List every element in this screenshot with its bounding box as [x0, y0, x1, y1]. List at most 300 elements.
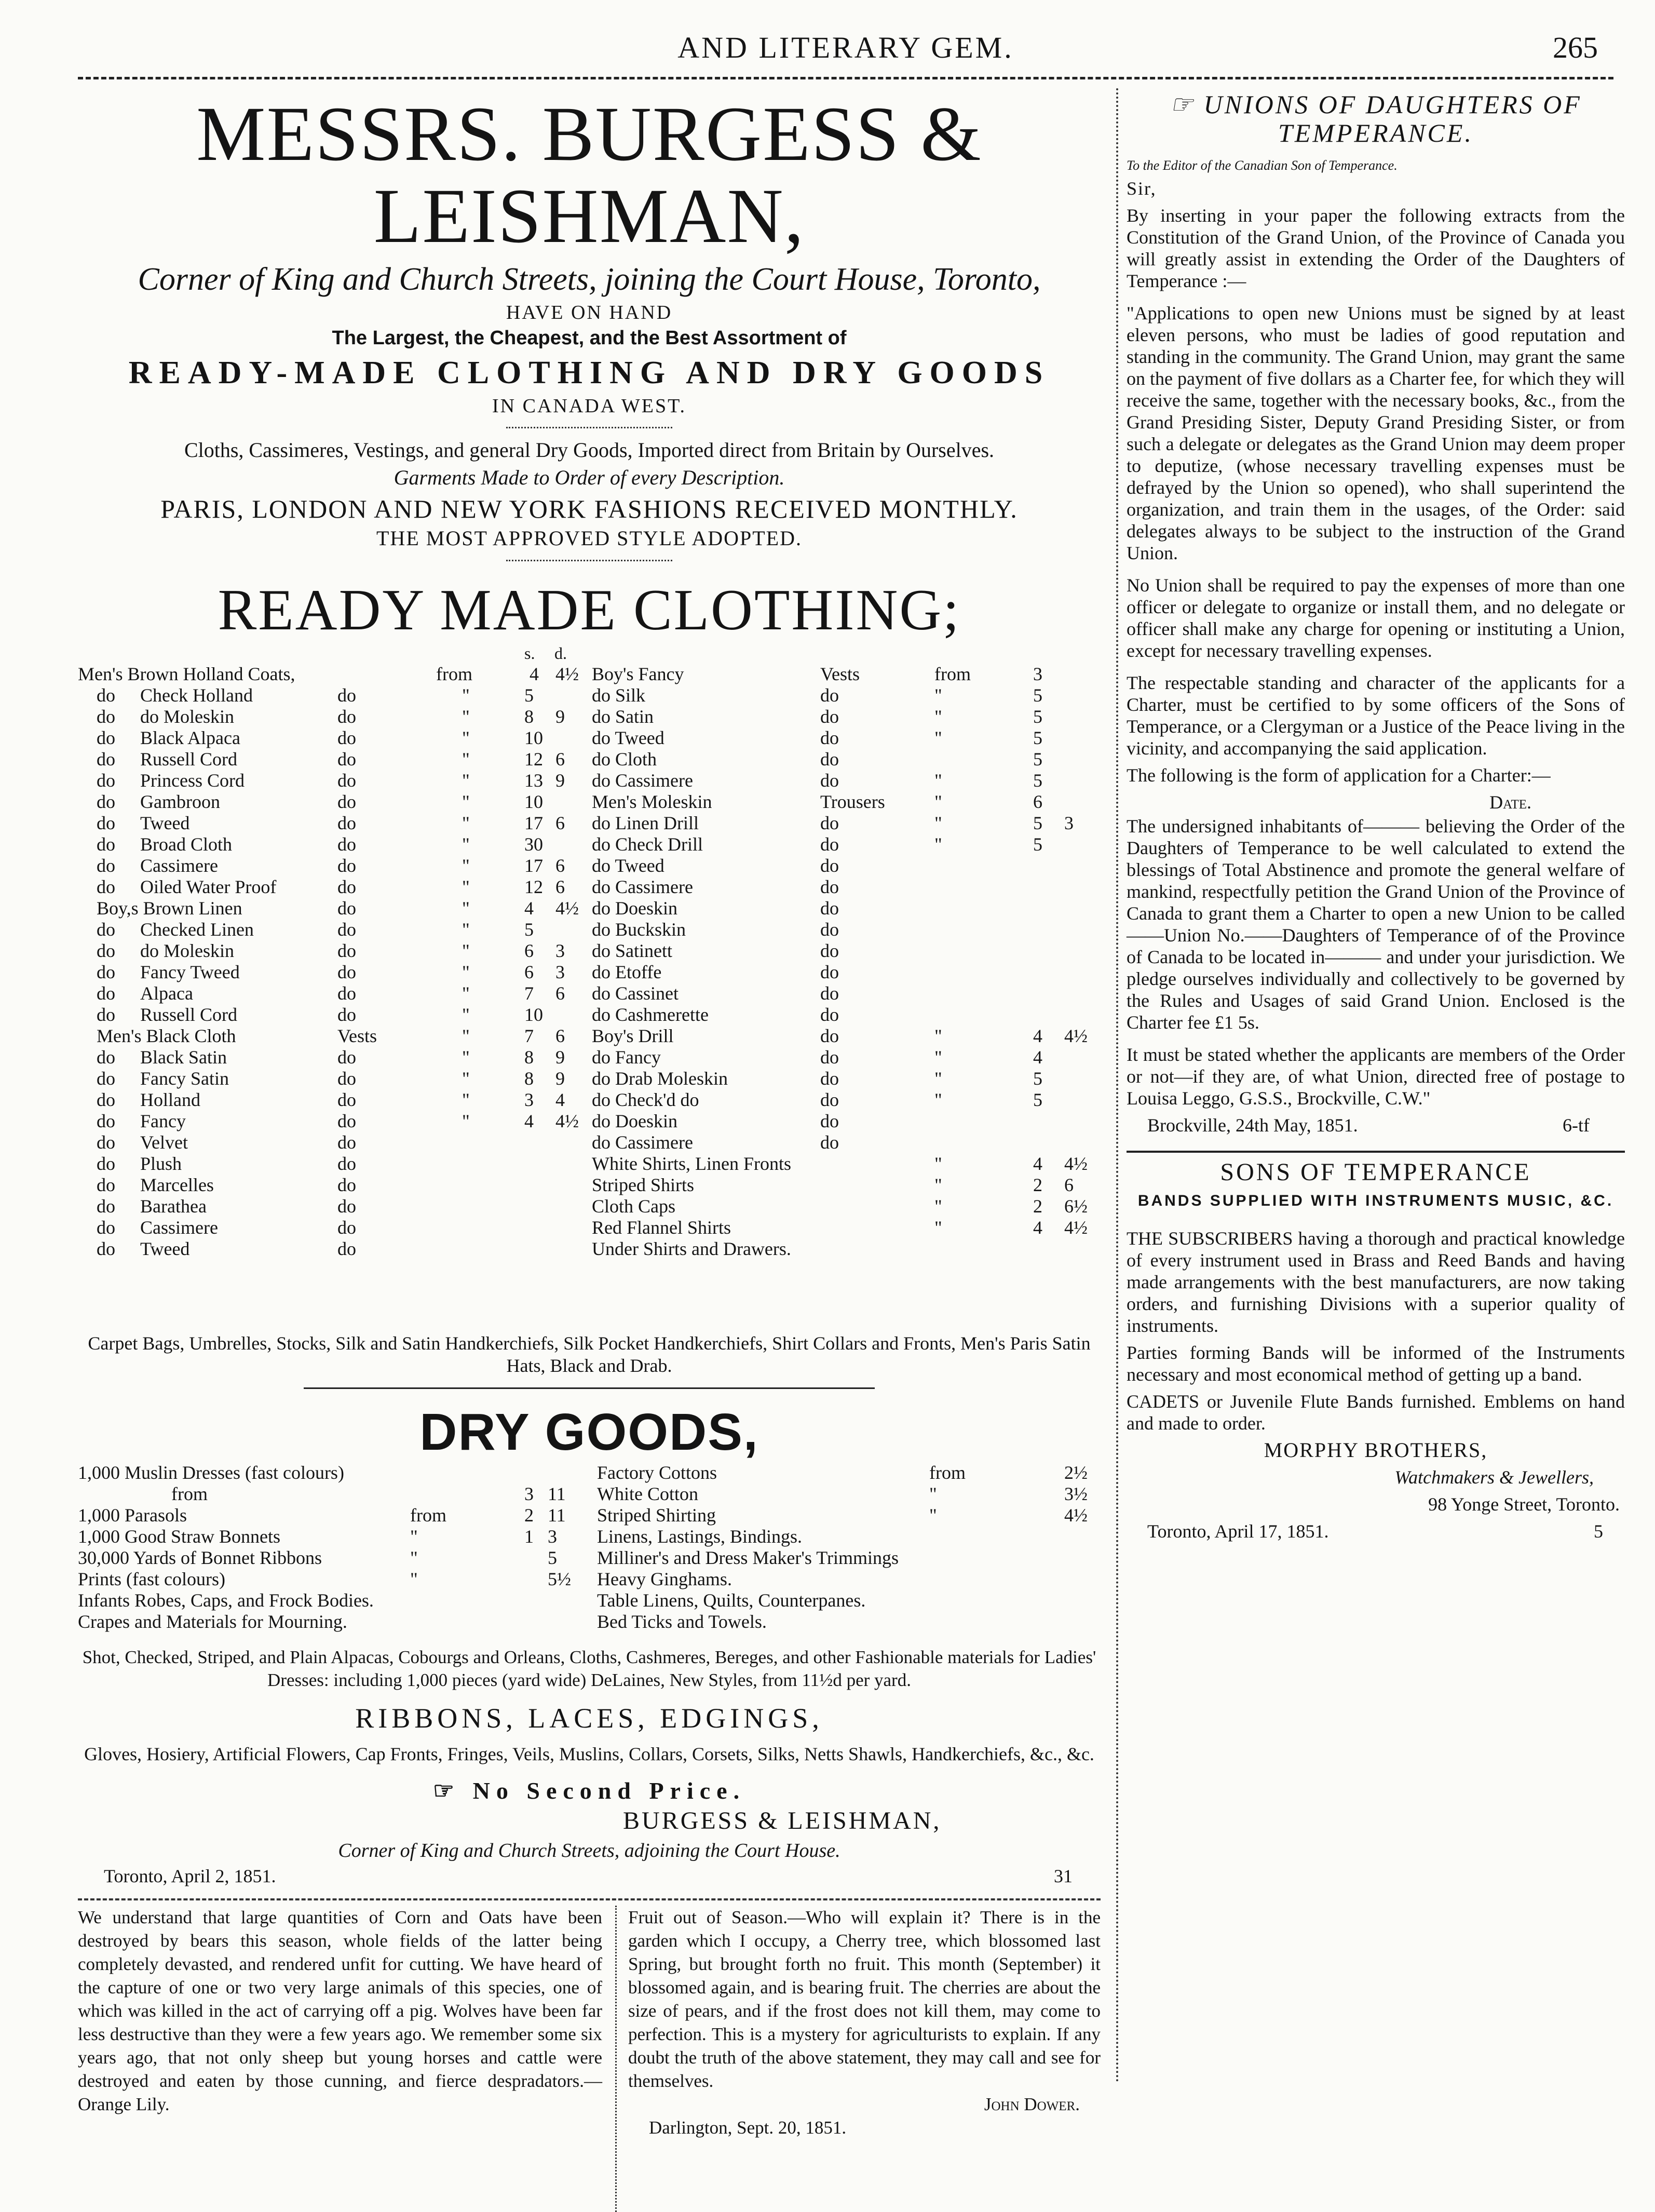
item-kind: do: [337, 983, 356, 1004]
item-shillings: 5: [524, 685, 534, 706]
watchmakers: Watchmakers & Jewellers,: [1394, 1466, 1594, 1488]
item-from: ": [934, 1026, 942, 1046]
item-kind: do: [337, 1132, 356, 1153]
item-name: do Check Drill: [592, 834, 703, 855]
dry-goods-heading: DRY GOODS,: [419, 1403, 759, 1462]
item-kind: do: [820, 962, 839, 982]
dg-shillings: 2: [524, 1505, 534, 1526]
item-name: Fancy Satin: [140, 1068, 229, 1089]
item-pence: 6: [555, 1026, 565, 1046]
dg-pence: 11: [548, 1483, 566, 1505]
fruit-article: [628, 1906, 1101, 2139]
item-prefix: Boy,s Brown Linen: [97, 898, 242, 919]
item-prefix: do: [97, 962, 115, 982]
item-ditto: ": [462, 876, 470, 897]
dg-item: 1,000 Good Straw Bonnets: [78, 1526, 280, 1547]
item-shillings: 5: [524, 919, 534, 940]
item-name: do Tweed: [592, 855, 664, 876]
ad-signature: BURGESS & LEISHMAN,: [623, 1806, 942, 1835]
ready-made-clothing-heading: READY MADE CLOTHING;: [218, 578, 961, 642]
clothing-right-row: [592, 813, 1101, 834]
item-shillings: 12: [524, 749, 543, 770]
item-shillings: 30: [524, 834, 543, 855]
item-name: do Doeskin: [592, 898, 677, 919]
approved-line: THE MOST APPROVED STYLE ADOPTED.: [376, 527, 802, 550]
subscribers-text: THE SUBSCRIBERS having a thorough and practical knowledge of every instrument used in Brass and Reed Bands and having made arrangements with the best manufacturers, are now taking orders, and furnishing Divisions with a superior quality of instruments.: [1127, 1228, 1625, 1336]
item-pence: 9: [555, 1068, 565, 1089]
item-shillings: 4: [524, 898, 534, 919]
dg-pence: 2½: [1064, 1462, 1088, 1483]
item-name: Barathea: [140, 1196, 207, 1217]
dg-item: 1,000 Parasols: [78, 1505, 187, 1526]
item-name: Oiled Water Proof: [140, 876, 277, 897]
short-rule: [506, 427, 672, 428]
dry-goods-right-row: [78, 1462, 1101, 1483]
item-kind: do: [820, 813, 839, 833]
ready-made-dry-goods: READY-MADE CLOTHING AND DRY GOODS: [128, 355, 1050, 390]
item-kind: do: [820, 685, 839, 706]
dg-from: ": [929, 1505, 937, 1526]
item-prefix: do: [97, 1068, 115, 1089]
dg-from: from: [929, 1462, 966, 1483]
item-kind: do: [820, 1047, 839, 1068]
item-name: do Drab Moleskin: [592, 1068, 728, 1089]
morphy-brothers: MORPHY BROTHERS,: [1264, 1438, 1488, 1462]
largest-line: The Largest, the Cheapest, and the Best Assortment of: [332, 327, 847, 349]
item-prefix: do: [97, 791, 115, 812]
item-pence: 6: [1064, 1175, 1074, 1195]
dg-item: Infants Robes, Caps, and Frock Bodies.: [78, 1590, 374, 1611]
dg-item: Linens, Lastings, Bindings.: [597, 1526, 802, 1547]
shot-line: Shot, Checked, Striped, and Plain Alpacas, Cobourgs and Orleans, Cloths, Cashmeres, Bereges, and other Fashionable materials for Ladies' Dresses: including 1,000 pieces (yard wide) DeLaines, New Styles, from 11½d per yard.: [82, 1647, 1096, 1691]
dg-pence: 11: [548, 1505, 566, 1526]
item-shillings: 3: [1033, 664, 1042, 684]
item-kind: do: [820, 1089, 839, 1110]
item-ditto: ": [462, 1004, 470, 1025]
item-name: Under Shirts and Drawers.: [592, 1238, 791, 1259]
item-pence: 4½: [555, 1111, 579, 1131]
item-shillings: 10: [524, 1004, 543, 1025]
item-ditto: ": [462, 919, 470, 940]
item-name: do Cassimere: [592, 770, 693, 791]
item-prefix: do: [97, 983, 115, 1004]
dg-item: White Cotton: [597, 1483, 698, 1505]
item-name: Broad Cloth: [140, 834, 232, 855]
bottom-divider: [615, 1906, 617, 2212]
item-ditto: ": [462, 813, 470, 833]
unions-footer: [1127, 1114, 1625, 1138]
item-from: ": [934, 770, 942, 791]
dg-item: Table Linens, Quilts, Counterpanes.: [597, 1590, 866, 1611]
item-shillings: 7: [524, 983, 534, 1004]
dry-goods-right-row: [78, 1547, 1101, 1569]
item-kind: do: [820, 1132, 839, 1153]
clothing-right-row: [592, 855, 1101, 876]
dry-goods-right-row: [78, 1590, 1101, 1611]
item-shillings: 5: [1033, 727, 1042, 748]
bears-article: We understand that large quantities of Corn and Oats have been destroyed by bears this season, whole fields of the latter being completely devasted, and rendered unfit for cutting. We have heard of the capture of one or two very large animals of this species, one of which was killed in the act of carrying off a pig. Wolves have been far less destructive than they were a few years ago. We remember some six years ago, that not only sheep but young horses and cattle were destroyed and eaten by those cunning, and fierce despradators.—Orange Lily.: [78, 1907, 602, 2114]
item-shillings: 4: [1033, 1047, 1042, 1068]
dg-pence: 4½: [1064, 1505, 1088, 1526]
running-title: AND LITERARY GEM.: [677, 31, 1014, 64]
item-prefix: do: [97, 1196, 115, 1217]
dg-shillings: 1: [524, 1526, 534, 1547]
clothing-right-row: [592, 749, 1101, 770]
item-shillings: 6: [1033, 791, 1042, 812]
item-from: ": [934, 1175, 942, 1195]
dg-item: Factory Cottons: [597, 1462, 717, 1483]
paragraph-1: By inserting in your paper the following extracts from the Constitution of the Grand Union, of the Province of Canada you will greatly assist in extending the Order of the Daughters of Temperance :—: [1127, 205, 1625, 291]
section-rule: [1127, 1151, 1625, 1153]
item-name: do Cassimere: [592, 1132, 693, 1153]
item-name: do Linen Drill: [592, 813, 699, 833]
item-shillings: 5: [1033, 1089, 1042, 1110]
dg-item: 30,000 Yards of Bonnet Ribbons: [78, 1547, 322, 1569]
item-prefix: do: [97, 834, 115, 855]
item-pence: 9: [555, 1047, 565, 1068]
clothing-right-row: [592, 962, 1101, 983]
item-shillings: 5: [1033, 813, 1042, 833]
garments-line: Garments Made to Order of every Description.: [394, 466, 785, 489]
item-name: Marcelles: [140, 1175, 214, 1195]
ad-subtitle: Corner of King and Church Streets, joining the Court House, Toronto,: [138, 262, 1041, 297]
item-name: do Doeskin: [592, 1111, 677, 1131]
item-pence: 4½: [1064, 1217, 1088, 1238]
clothing-right-row: [592, 834, 1101, 855]
parties-paragraph: Parties forming Bands will be informed of the Instruments necessary and most economical method of getting up a band.: [1127, 1342, 1625, 1385]
item-kind: do: [820, 770, 839, 791]
ad-footer: [78, 1865, 1101, 1889]
item-shillings: 8: [524, 1047, 534, 1068]
item-ditto: ": [462, 685, 470, 706]
item-kind: do: [337, 898, 356, 919]
item-prefix: do: [97, 706, 115, 727]
sons-title: SONS OF TEMPERANCE: [1220, 1158, 1531, 1186]
item-prefix: do: [97, 749, 115, 770]
item-kind: Trousers: [820, 791, 885, 812]
item-prefix: do: [97, 813, 115, 833]
item-kind: do: [337, 1089, 356, 1110]
paragraph-3: No Union shall be required to pay the expenses of more than one officer or delegate to organize or install them, and no delegate or officer shall make any charge for opening or instituting a Union, except for necessary travelling expenses.: [1127, 575, 1625, 661]
item-ditto: ": [462, 962, 470, 982]
paragraph-4: The respectable standing and character of the applicants for a Charter, must be certified to by some officers of the Sons of Temperance, or a Clergyman or a Justice of the Peace living in the vicinity, and accompanying the said application.: [1127, 672, 1625, 759]
item-shillings: 8: [524, 1068, 534, 1089]
dry-goods-right-row: [78, 1569, 1101, 1590]
item-kind: do: [337, 1153, 356, 1174]
clothing-right-row: [592, 1238, 1101, 1260]
item-kind: do: [820, 834, 839, 855]
item-kind: do: [337, 770, 356, 791]
item-from: ": [934, 1196, 942, 1217]
unions-title: ☞ UNIONS OF DAUGHTERS OF TEMPERANCE.: [1170, 90, 1582, 147]
item-prefix: do: [97, 919, 115, 940]
morphy-ref: 5: [1594, 1520, 1603, 1542]
header-rule: [78, 77, 1613, 79]
item-shillings: 3: [524, 1089, 534, 1110]
item-shillings: 5: [1033, 685, 1042, 706]
item-name: Check Holland: [140, 685, 253, 706]
item-shillings: 5: [1033, 706, 1042, 727]
item-from: ": [934, 1089, 942, 1110]
item-kind: do: [820, 1068, 839, 1089]
item-name: do Cashmerette: [592, 1004, 709, 1025]
item-kind: do: [820, 919, 839, 940]
dry-goods-right-row: [78, 1526, 1101, 1547]
carpet-line: Carpet Bags, Umbrelles, Stocks, Silk and Satin Handkerchiefs, Silk Pocket Handkerchiefs, Shirt Collars and Fronts, Men's Paris Satin Hats, Black and Drab.: [88, 1333, 1091, 1377]
clothing-right-column: [592, 664, 1101, 1260]
item-pence: 4½: [555, 898, 579, 919]
item-pence: 3: [555, 962, 565, 982]
salutation: Sir,: [1127, 178, 1157, 199]
item-ditto: ": [462, 898, 470, 919]
item-name: Cassimere: [140, 855, 218, 876]
item-name: do Tweed: [592, 727, 664, 748]
item-name: do Moleskin: [140, 706, 235, 727]
item-name: do Cassinet: [592, 983, 679, 1004]
dg-item: Prints (fast colours): [78, 1569, 225, 1590]
item-name: do Moleskin: [140, 940, 235, 961]
dg-pence: 5: [548, 1547, 557, 1569]
advertisement: [78, 88, 1101, 2212]
item-from: from: [436, 664, 472, 684]
item-ditto: ": [462, 791, 470, 812]
item-shillings: 2: [1033, 1175, 1042, 1195]
dg-pence: 3: [548, 1526, 557, 1547]
item-name: Cloth Caps: [592, 1196, 676, 1217]
clothing-right-row: [592, 664, 1101, 685]
paragraph-7: It must be stated whether the applicants are members of the Order or not—if they are, of what Union, directed free of postage to Louisa Leggo, G.S.S., Brockville, C.W.": [1127, 1044, 1625, 1109]
item-name: do Cloth: [592, 749, 657, 770]
item-name: Cassimere: [140, 1217, 218, 1238]
item-from: ": [934, 813, 942, 833]
have-on-hand: HAVE ON HAND: [506, 302, 673, 323]
item-prefix: do: [97, 940, 115, 961]
item-kind: do: [337, 876, 356, 897]
ad-corner2: Corner of King and Church Streets, adjoining the Court House.: [338, 1839, 840, 1862]
bottom-columns: [78, 1900, 1101, 2212]
item-shillings: 2: [1033, 1196, 1042, 1217]
item-pence: 6: [555, 855, 565, 876]
morphy-date: Toronto, April 17, 1851.: [1147, 1520, 1329, 1542]
item-name: Holland: [140, 1089, 200, 1110]
item-pence: 9: [555, 706, 565, 727]
item-kind: do: [337, 706, 356, 727]
item-shillings: 6: [524, 940, 534, 961]
item-shillings: 17: [524, 855, 543, 876]
right-column: [1127, 88, 1625, 1544]
gloves-line: Gloves, Hosiery, Artificial Flowers, Cap Fronts, Fringes, Veils, Muslins, Collars, Corsets, Silks, Netts Shawls, Handkerchiefs, &c., &c.: [84, 1743, 1094, 1764]
item-prefix: do: [97, 727, 115, 748]
item-shillings: 5: [1033, 770, 1042, 791]
item-from: ": [934, 1153, 942, 1174]
item-kind: do: [337, 1068, 356, 1089]
item-pence: 4½: [555, 664, 579, 684]
item-kind: do: [820, 983, 839, 1004]
item-shillings: 7: [524, 1026, 534, 1046]
item-name: Plush: [140, 1153, 182, 1174]
item-name: Black Alpaca: [140, 727, 240, 748]
dg-from: ": [410, 1526, 418, 1547]
item-name: Russell Cord: [140, 1004, 238, 1025]
item-pence: 4½: [1064, 1026, 1088, 1046]
sd-header: [78, 644, 1101, 664]
clothing-right-row: [592, 1089, 1101, 1111]
item-ditto: ": [462, 940, 470, 961]
item-shillings: 5: [1033, 834, 1042, 855]
dg-item: Striped Shirting: [597, 1505, 716, 1526]
dg-from: ": [410, 1569, 418, 1590]
item-from: ": [934, 1217, 942, 1238]
paragraph-2: "Applications to open new Unions must be signed by at least eleven persons, who must be ladies of good reputation and standing in the community. The Grand Union, may grant the same on the payment of five dollars as a Charter fee, for which they will receive the same, together with the necessary books, &c., from the Grand Presiding Sister, Deputy Grand Presiding Sister, or from such a delegate or delegates as the Grand Union may deem proper to deputize, (whose necessary travelling expenses must be defrayed by the Union so opened), who shall superintend the organization, and train them in the usages, of the Order: said delegates always to be subject to the instruction of the Grand Union.: [1127, 303, 1625, 563]
ribbons-heading: RIBBONS, LACES, EDGINGS,: [355, 1702, 823, 1734]
item-from: ": [934, 685, 942, 706]
clothing-right-row: [592, 1026, 1101, 1047]
item-kind: do: [820, 749, 839, 770]
item-prefix: do: [97, 770, 115, 791]
item-prefix: do: [97, 1175, 115, 1195]
clothing-right-row: [592, 1004, 1101, 1026]
item-from: ": [934, 727, 942, 748]
item-shillings: 4: [1033, 1153, 1042, 1174]
item-name: Tweed: [140, 813, 190, 833]
item-ditto: ": [462, 749, 470, 770]
dg-item: Heavy Ginghams.: [597, 1569, 732, 1590]
item-kind: do: [337, 813, 356, 833]
item-kind: Vests: [820, 664, 860, 684]
dry-goods-right-row: [78, 1483, 1101, 1505]
item-shillings: 10: [524, 791, 543, 812]
item-shillings: 8: [524, 706, 534, 727]
item-ditto: ": [462, 1047, 470, 1068]
paris-line: PARIS, LONDON AND NEW YORK FASHIONS RECEIVED MONTHLY.: [160, 494, 1018, 523]
paragraph-5: The following is the form of application for a Charter:—: [1127, 765, 1551, 786]
item-kind: do: [337, 834, 356, 855]
item-ditto: ": [462, 727, 470, 748]
item-name: do Satin: [592, 706, 654, 727]
item-name: White Shirts, Linen Fronts: [592, 1153, 791, 1174]
item-name: do Etoffe: [592, 962, 662, 982]
dg-shillings: 3: [524, 1483, 534, 1505]
clothing-right-row: [592, 791, 1101, 813]
item-name: Velvet: [140, 1132, 188, 1153]
item-shillings: 12: [524, 876, 543, 897]
item-prefix: do: [97, 855, 115, 876]
dry-goods-list: [78, 1462, 1101, 1639]
canada-west: IN CANADA WEST.: [492, 395, 686, 417]
item-name: Red Flannel Shirts: [592, 1217, 731, 1238]
item-kind: do: [820, 1004, 839, 1025]
no-second-text: No Second Price.: [472, 1777, 746, 1804]
d-header: d.: [554, 644, 567, 663]
item-shillings: 13: [524, 770, 543, 791]
item-shillings: 5: [1033, 749, 1042, 770]
item-kind: do: [337, 1047, 356, 1068]
item-pence: 6: [555, 983, 565, 1004]
clothing-list: [78, 664, 1101, 1328]
item-kind: do: [820, 876, 839, 897]
page-header: [78, 30, 1613, 66]
item-kind: do: [337, 855, 356, 876]
fruit-text: Fruit out of Season.—Who will explain it? There is in the garden which I occupy, a Cherry tree, which blossomed last Spring, but brought forth no fruit. This month (September) it blossomed again, and is bearing fruit. The cherries are about the size of pears, and if the frost does not kill them, may come to perfection. This is a mystery for agriculturists to explain. If any doubt the truth of the above statement, they may call and see for themselves.: [628, 1907, 1101, 2091]
item-kind: do: [337, 919, 356, 940]
cadets-paragraph: CADETS or Juvenile Flute Bands furnished. Emblems on hand and made to order.: [1127, 1391, 1625, 1434]
item-name: do Satinett: [592, 940, 672, 961]
item-kind: do: [820, 727, 839, 748]
fruit-date: Darlington, Sept. 20, 1851.: [649, 2117, 847, 2138]
item-prefix: do: [97, 1217, 115, 1238]
item-shillings: 6: [524, 962, 534, 982]
item-name: Tweed: [140, 1238, 190, 1259]
ad-title: MESSRS. BURGESS & LEISHMAN,: [196, 91, 982, 259]
subscribers-paragraph: [1127, 1228, 1625, 1337]
item-pence: 6: [555, 876, 565, 897]
item-prefix: do: [97, 1111, 115, 1131]
item-kind: do: [820, 855, 839, 876]
clothing-right-row: [592, 1217, 1101, 1238]
fruit-signature: John Dower.: [984, 2094, 1080, 2114]
item-kind: do: [337, 1004, 356, 1025]
dg-pence: 3½: [1064, 1483, 1088, 1505]
item-ditto: ": [462, 1089, 470, 1110]
item-kind: do: [337, 1196, 356, 1217]
item-from: from: [934, 664, 971, 684]
item-kind: do: [337, 1111, 356, 1131]
item-shillings: 4: [1033, 1026, 1042, 1046]
unions-date: Brockville, 24th May, 1851.: [1147, 1115, 1358, 1136]
item-pence: 6: [555, 813, 565, 833]
item-name: Boy's Drill: [592, 1026, 674, 1046]
item-ditto: ": [462, 770, 470, 791]
dry-goods-rule: [304, 1387, 875, 1389]
item-name: do Fancy: [592, 1047, 661, 1068]
item-prefix: Men's Black Cloth: [97, 1026, 236, 1046]
item-prefix: do: [97, 685, 115, 706]
item-from: ": [934, 1047, 942, 1068]
dry-goods-right-row: [78, 1611, 1101, 1633]
item-ditto: ": [462, 834, 470, 855]
item-name: Checked Linen: [140, 919, 254, 940]
item-kind: do: [337, 685, 356, 706]
clothing-right-row: [592, 1175, 1101, 1196]
item-pence: 3: [555, 940, 565, 961]
item-name: Alpaca: [140, 983, 193, 1004]
address: 98 Yonge Street, Toronto.: [1428, 1493, 1620, 1515]
dg-item: from: [171, 1483, 208, 1505]
item-from: ": [934, 706, 942, 727]
item-pence: 3: [1064, 813, 1074, 833]
dg-item: Bed Ticks and Towels.: [597, 1611, 767, 1633]
item-kind: do: [337, 962, 356, 982]
dg-item: Milliner's and Dress Maker's Trimmings: [597, 1547, 899, 1569]
item-kind: Vests: [337, 1026, 377, 1046]
clothing-right-row: [592, 1047, 1101, 1068]
item-shillings: 4: [524, 1111, 534, 1131]
item-prefix: do: [97, 1153, 115, 1174]
item-kind: do: [337, 1217, 356, 1238]
clothing-right-row: [592, 770, 1101, 791]
clothing-right-row: [592, 727, 1101, 749]
item-kind: do: [820, 1026, 839, 1046]
item-name: Fancy Tweed: [140, 962, 240, 982]
clothing-right-row: [592, 1068, 1101, 1089]
item-prefix: do: [97, 1238, 115, 1259]
item-name: do Check'd do: [592, 1089, 699, 1110]
dg-from: from: [410, 1505, 446, 1526]
item-ditto: ": [462, 1026, 470, 1046]
item-kind: do: [820, 940, 839, 961]
item-pence: 4: [555, 1089, 565, 1110]
item-shillings: 5: [1033, 1068, 1042, 1089]
